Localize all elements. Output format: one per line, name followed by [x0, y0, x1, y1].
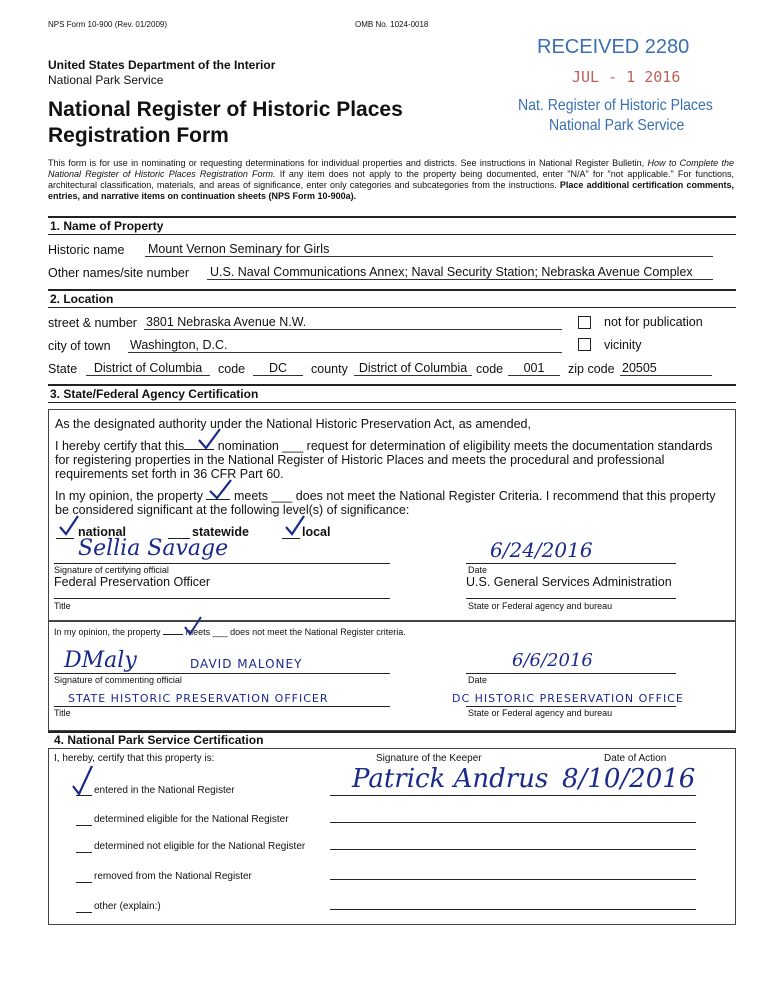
opinion-line-a: In my opinion, the property meets ___ does not meet the National Register Criteria. I recommend that this property — [55, 489, 716, 503]
signature-line[interactable] — [330, 849, 696, 850]
divider — [48, 307, 736, 308]
commenting-signature-label: Signature of commenting official — [54, 675, 182, 685]
checkmark-icon — [183, 615, 203, 637]
divider — [48, 289, 736, 291]
opinion-line-c: be considered significant at the following level(s) of significance: — [55, 503, 410, 517]
city-field[interactable]: Washington, D.C. — [128, 338, 562, 353]
form-number: NPS Form 10-900 (Rev. 01/2009) — [48, 20, 168, 29]
zip-label: zip code — [568, 362, 615, 376]
instructions: This form is for use in nominating or requesting determinations for individual properties and districts. See instructions in National Register Bulletin, How to Complete the National Register of Historic Places Registration Form. If any item does not apply to the property being documented, enter "N/A" for "not applicable." For functions, architectural classification, materials, and areas of significance, enter only categories and subcategories from the instructions. Place additional certification comments, entries, and narrative items on continuation sheets (NPS Form 10-900a). — [48, 158, 735, 201]
level-national[interactable]: national — [78, 525, 126, 539]
certify-line-a: I hereby certify that this nomination ___ request for determination of eligibility meets the documentation standards — [55, 439, 713, 453]
state-field[interactable]: District of Columbia — [86, 361, 210, 376]
national-blank — [56, 538, 74, 539]
signature-line[interactable] — [330, 795, 696, 796]
signature-line — [54, 563, 390, 564]
section3-heading: 3. State/Federal Agency Certification — [50, 387, 259, 401]
historic-name-label: Historic name — [48, 243, 125, 257]
street-field[interactable]: 3801 Nebraska Avenue N.W. — [144, 315, 562, 330]
commenting-agency-handwritten: DC HISTORIC PRESERVATION OFFICE — [452, 692, 684, 705]
option-entered: entered in the National Register — [94, 785, 235, 796]
not-for-publication-label: not for publication — [604, 315, 703, 329]
opt3-blank[interactable] — [76, 852, 92, 853]
commenting-signature: DMaly — [64, 648, 137, 673]
agency-line — [466, 598, 676, 599]
form-title-line1: National Register of Historic Places — [48, 98, 403, 121]
commenting-name-handwritten: DAVID MALONEY — [190, 657, 303, 671]
section4-heading: 4. National Park Service Certification — [54, 733, 264, 747]
county-code-field[interactable]: 001 — [508, 361, 560, 376]
checkmark-icon — [207, 478, 233, 502]
commenting-title-handwritten: STATE HISTORIC PRESERVATION OFFICER — [68, 692, 329, 705]
commenting-title-label: Title — [54, 708, 71, 718]
county-field[interactable]: District of Columbia — [354, 361, 472, 376]
other-names-label: Other names/site number — [48, 266, 190, 280]
section1-heading: 1. Name of Property — [50, 219, 164, 233]
service: National Park Service — [48, 73, 164, 87]
certifying-title: Federal Preservation Officer — [54, 575, 211, 589]
agency-label: State or Federal agency and bureau — [468, 601, 613, 611]
city-label: city of town — [48, 339, 111, 353]
signature-line[interactable] — [330, 822, 696, 823]
date-label: Date — [468, 565, 488, 575]
section2-heading: 2. Location — [50, 292, 114, 306]
state-label: State — [48, 362, 78, 376]
opt2-blank[interactable] — [76, 825, 92, 826]
opinion2-line: In my opinion, the property meets ___ does not meet the National Register criteria. — [54, 627, 406, 637]
certify-line-d: requirements set forth in 36 CFR Part 60. — [55, 467, 284, 481]
certifying-date-handwritten: 6/24/2016 — [490, 538, 593, 562]
not-for-publication-checkbox[interactable] — [578, 316, 591, 329]
option-removed: removed from the National Register — [94, 871, 252, 882]
commenting-date-handwritten: 6/6/2016 — [512, 650, 593, 671]
local-blank — [282, 538, 300, 539]
keeper-signature: Patrick Andrus — [352, 764, 549, 794]
received-stamp-line1: Nat. Register of Historic Places — [518, 97, 713, 114]
option-determined-eligible: determined eligible for the National Register — [94, 814, 289, 825]
divider — [48, 384, 736, 386]
department: United States Department of the Interior — [48, 58, 276, 72]
vicinity-label: vicinity — [604, 338, 642, 352]
date-line — [466, 563, 676, 564]
agency-line — [466, 706, 676, 707]
omb-number: OMB No. 1024-0018 — [355, 20, 429, 29]
county-code-label: code — [476, 362, 504, 376]
commenting-agency-label: State or Federal agency and bureau — [468, 708, 613, 718]
signature-line[interactable] — [330, 879, 696, 880]
divider — [48, 402, 736, 403]
title-line — [54, 598, 390, 599]
level-local[interactable]: local — [302, 525, 331, 539]
street-label: street & number — [48, 316, 137, 330]
other-names-field[interactable]: U.S. Naval Communications Annex; Naval Security Station; Nebraska Avenue Complex — [207, 265, 713, 280]
received-stamp-line2: National Park Service — [549, 117, 685, 134]
state-code-label: code — [218, 362, 246, 376]
option-other: other (explain:) — [94, 901, 161, 912]
divider — [48, 216, 736, 218]
opt5-blank[interactable] — [76, 912, 92, 913]
title-line — [54, 706, 390, 707]
certify-line-c: for registering properties in the National Register of Historic Places and meets the procedural and professional — [55, 453, 665, 467]
state-code-field[interactable]: DC — [253, 361, 303, 376]
signature-line — [54, 673, 390, 674]
action-label: Date of Action — [604, 753, 667, 764]
action-date-handwritten: 8/10/2016 — [562, 764, 696, 794]
received-stamp: RECEIVED 2280 — [537, 36, 690, 58]
checkmark-icon — [284, 514, 306, 538]
option-determined-not-eligible: determined not eligible for the National Register — [94, 841, 306, 852]
authority-text: As the designated authority under the National Historic Preservation Act, as amended, — [55, 417, 531, 431]
certifying-signature: Sellia Savage — [78, 536, 229, 561]
zip-field[interactable]: 20505 — [620, 361, 712, 376]
keeper-label: Signature of the Keeper — [376, 753, 482, 764]
checkmark-icon — [70, 764, 94, 798]
historic-name-field[interactable]: Mount Vernon Seminary for Girls — [145, 242, 713, 257]
opt1-blank[interactable] — [76, 795, 92, 796]
opt4-blank[interactable] — [76, 882, 92, 883]
signature-label: Signature of certifying official — [54, 565, 169, 575]
certifying-agency: U.S. General Services Administration — [466, 575, 672, 589]
nps-intro: I, hereby, certify that this property is: — [54, 753, 215, 764]
form-title-line2: Registration Form — [48, 124, 229, 147]
county-label: county — [311, 362, 348, 376]
signature-line[interactable] — [330, 909, 696, 910]
received-stamp-date: JUL - 1 2016 — [572, 68, 681, 86]
date-line — [466, 673, 676, 674]
checkmark-icon — [196, 426, 222, 452]
meets2-check-blank[interactable] — [163, 634, 183, 635]
divider — [48, 234, 736, 235]
checkmark-icon — [58, 514, 80, 538]
title-label: Title — [54, 601, 71, 611]
commenting-date-label: Date — [468, 675, 488, 685]
vicinity-checkbox[interactable] — [578, 338, 591, 351]
level-statewide[interactable]: statewide — [192, 525, 249, 539]
